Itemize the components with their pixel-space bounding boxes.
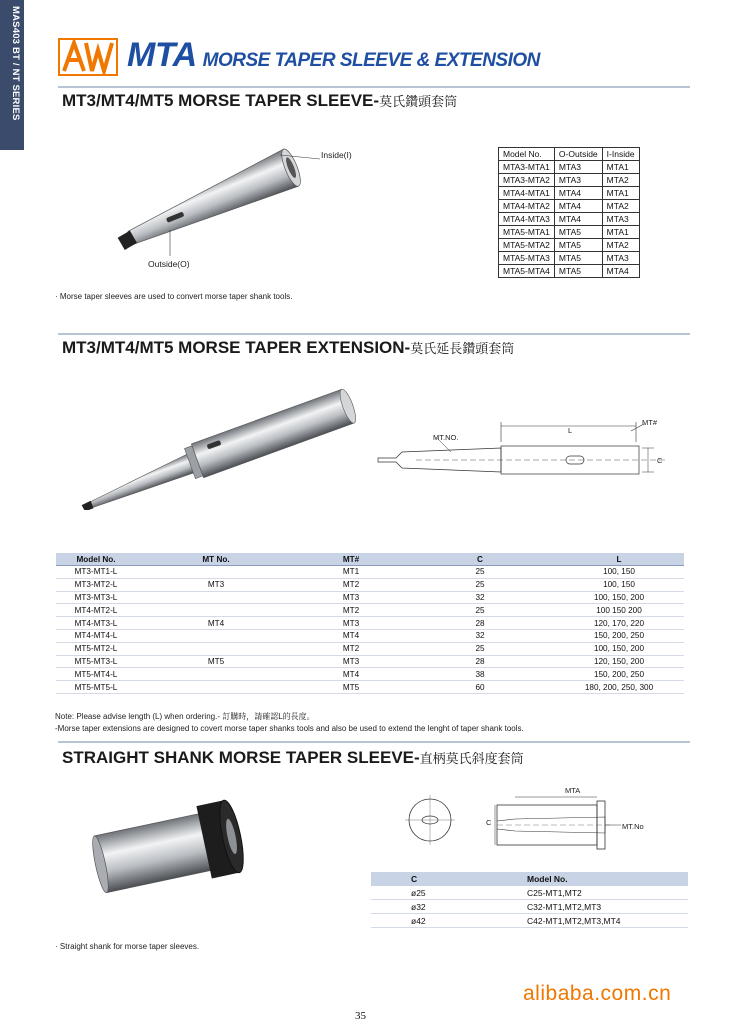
section1-title [62, 91, 457, 111]
sleeve-illustration [100, 118, 330, 268]
section2-title-cn: 莫氏延長鑽頭套筒 [410, 342, 515, 357]
diagram-c-label: C [486, 818, 492, 827]
section2-title-en: MT3/MT4/MT5 MORSE TAPER EXTENSION- [62, 338, 411, 357]
table-row: MT5-MT2-L MT2 25 100, 150, 200 [56, 642, 684, 655]
table-header: C [406, 553, 554, 566]
section-divider [58, 86, 690, 88]
table-row: MT5-MT3-L MT5 MT3 28 120, 150, 200 [56, 655, 684, 668]
table-header: MT No. [136, 553, 296, 566]
label-outside: Outside(O) [148, 259, 190, 269]
aw-logo [58, 38, 118, 76]
table-row: MT4-MT2-L MT2 25 100 150 200 [56, 604, 684, 617]
alibaba-watermark: alibaba.com.cn [523, 982, 672, 1005]
extension-diagram [376, 414, 676, 484]
diagram-mta-label: MTA [565, 786, 581, 795]
table-header: L [554, 553, 684, 566]
section1-title-en: MT3/MT4/MT5 MORSE TAPER SLEEVE- [62, 91, 380, 110]
section2-title [62, 338, 514, 358]
table-row: MTA4-MTA3 MTA4 MTA3 [499, 213, 640, 226]
table-row: MTA4-MTA2 MTA4 MTA2 [499, 200, 640, 213]
extension-illustration [68, 385, 368, 510]
table-row: MTA3-MTA2 MTA3 MTA2 [499, 174, 640, 187]
table-row: MT3-MT1-L MT1 25 100, 150 [56, 566, 684, 579]
table-row: MTA4-MTA1 MTA4 MTA1 [499, 187, 640, 200]
straight-shank-illustration [92, 790, 252, 900]
section2-note-order: Note: Please advise length (L) when ordering.- 訂購時，請確認L的長度。 [55, 712, 315, 721]
series-label: MAS403 BT / NT SERIES [10, 6, 21, 121]
section3-title-cn: 直柄莫氏斜度套筒 [419, 752, 524, 767]
label-inside: Inside(I) [321, 150, 352, 160]
title-mta: MTA [127, 36, 197, 74]
table-row: ø25 C25-MT1,MT2 [371, 886, 688, 900]
table-row: MT5-MT4-L MT4 38 150, 200, 250 [56, 668, 684, 681]
table-row: MT3-MT3-L MT3 32 100, 150, 200 [56, 591, 684, 604]
outside-leader-line [160, 230, 180, 256]
table-row: MTA3-MTA1 MTA3 MTA1 [499, 161, 640, 174]
section3-title-en: STRAIGHT SHANK MORSE TAPER SLEEVE- [62, 748, 420, 767]
table-row: MTA5-MTA1 MTA5 MTA1 [499, 226, 640, 239]
table-row: MT5-MT5-L MT5 60 180, 200, 250, 300 [56, 681, 684, 694]
table-row: ø42 C42-MT1,MT2,MT3,MT4 [371, 914, 688, 928]
diagram-mt-no-label: MT.No [622, 822, 644, 831]
table-row: MTA5-MTA2 MTA5 MTA2 [499, 239, 640, 252]
table-header: Model No. [523, 872, 688, 886]
straight-shank-table [371, 872, 688, 928]
section-divider [58, 741, 690, 743]
diagram-c-label: C [657, 456, 663, 465]
table-header: Model No. [56, 553, 136, 566]
table-header: Model No. [499, 148, 555, 161]
table-row: MT3-MT2-L MT3 MT2 25 100, 150 [56, 578, 684, 591]
page-number: 35 [355, 1010, 366, 1022]
table-row: MTA5-MTA3 MTA5 MTA3 [499, 252, 640, 265]
table-row: ø32 C32-MT1,MT2,MT3 [371, 900, 688, 914]
table-header: I-Inside [602, 148, 639, 161]
diagram-l-label: L [568, 426, 573, 435]
table-header: C [371, 872, 523, 886]
section2-note-desc: -Morse taper extensions are designed to covert morse taper shanks tools and also be used to extend the lenght of taper shank tools. [55, 724, 524, 733]
diagram-mt-hash-label: MT# [642, 418, 657, 427]
diagram-mt-no-label: MT.NO. [433, 433, 459, 442]
title-subtitle: MORSE TAPER SLEEVE & EXTENSION [202, 50, 540, 71]
inside-leader-line [280, 150, 320, 160]
section3-note: · Straight shank for morse taper sleeves. [55, 942, 200, 951]
section3-title [62, 748, 524, 768]
table-row: MT4-MT4-L MT4 32 150, 200, 250 [56, 629, 684, 642]
extension-table [56, 553, 684, 694]
page-title [127, 36, 540, 75]
table-header: MT# [296, 553, 406, 566]
sleeve-table [498, 147, 640, 278]
section1-note: · Morse taper sleeves are used to convert morse taper shank tools. [55, 292, 293, 301]
table-header: O-Outside [554, 148, 602, 161]
section-divider [58, 333, 690, 335]
section1-title-cn: 莫氏鑽頭套筒 [379, 95, 458, 110]
table-row: MTA5-MTA4 MTA5 MTA4 [499, 265, 640, 278]
table-row: MT4-MT3-L MT4 MT3 28 120, 170, 220 [56, 617, 684, 630]
